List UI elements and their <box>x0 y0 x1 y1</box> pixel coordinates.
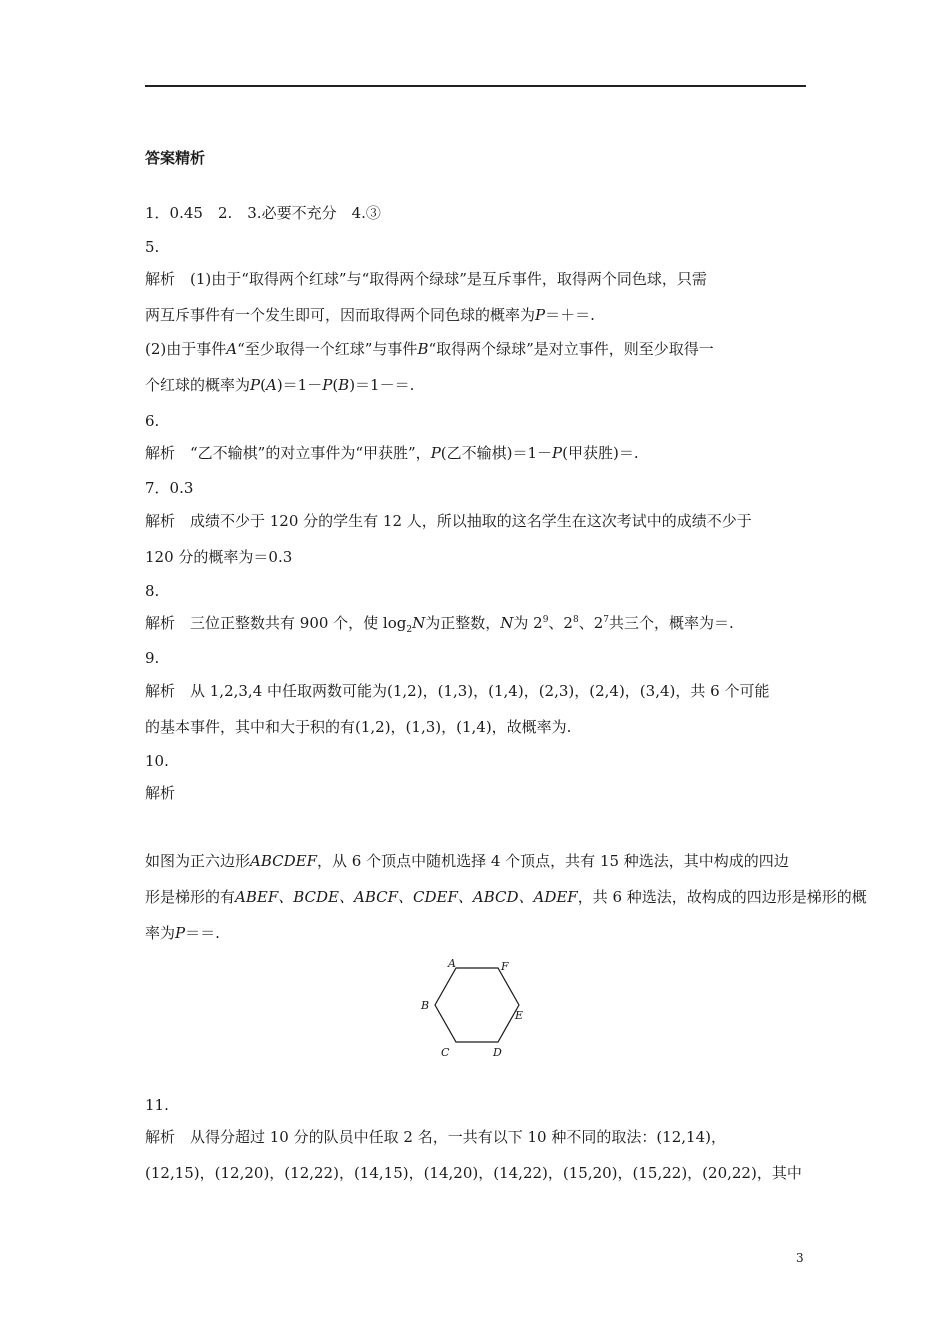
vertex-label-d: D <box>493 1046 502 1059</box>
answer-8-text: 解析 三位正整数共有 900 个，使 $\log_2N$为正整数，N为 $2^9$、$2^8$、$2^7$共三个，概率为＝. <box>145 614 734 635</box>
answer-11-text: (12,15)，(12,20)，(12,22)，(14,15)，(14,20)，(14,22)，(15,20)，(15,22)，(20,22)，其中 <box>145 1164 802 1182</box>
vertex-label-e: E <box>515 1009 524 1022</box>
answer-11-number: 11. <box>145 1096 169 1114</box>
hexagon-figure <box>415 955 535 1061</box>
answer-11-text: 解析 从得分超过 10 分的队员中任取 2 名，一共有以下 10 种不同的取法：(12,14)， <box>145 1128 726 1146</box>
answer-5-text: 个红球的概率为P(A)＝1－P(B)＝1－＝. <box>145 376 415 394</box>
answer-9-text: 解析 从 1,2,3,4 中任取两数可能为(1,2)，(1,3)，(1,4)，(2,3)，(2,4)，(3,4)，共 6 个可能 <box>145 682 770 700</box>
answer-5-number: 5. <box>145 238 160 256</box>
answer-5-text: (2)由于事件A“至少取得一个红球”与事件B“取得两个绿球”是对立事件，则至少取得一 <box>145 340 714 358</box>
answer-9-number: 9. <box>145 649 160 667</box>
answer-10-text: 如图为正六边形ABCDEF，从 6 个顶点中随机选择 4 个顶点，共有 15 种选法，其中构成的四边 <box>145 852 789 870</box>
page-number: 3 <box>796 1251 804 1265</box>
vertex-label-a: A <box>448 957 456 970</box>
answer-7-text: 解析 成绩不少于 120 分的学生有 12 人，所以抽取的这名学生在这次考试中的成绩不少于 <box>145 512 752 530</box>
answer-9-text: 的基本事件，其中和大于积的有(1,2)，(1,3)，(1,4)，故概率为. <box>145 718 572 736</box>
answer-6-text: 解析 “乙不输棋”的对立事件为“甲获胜”，P(乙不输棋)＝1－P(甲获胜)＝. <box>145 444 639 462</box>
answer-line-1-4: 1．0.45 2. 3.必要不充分 4.③ <box>145 204 381 222</box>
section-heading: 答案精析 <box>145 149 206 167</box>
answer-7-text: 120 分的概率为＝0.3 <box>145 548 293 566</box>
hexagon-shape <box>435 968 519 1042</box>
vertex-label-b: B <box>421 999 430 1012</box>
answer-5-text: 解析 (1)由于“取得两个红球”与“取得两个绿球”是互斥事件，取得两个同色球，只需 <box>145 270 707 288</box>
vertex-label-f: F <box>501 960 509 973</box>
answer-5-text: 两互斥事件有一个发生即可，因而取得两个同色球的概率为P＝＋＝. <box>145 306 595 324</box>
answer-6-number: 6. <box>145 412 160 430</box>
vertex-label-c: C <box>441 1046 450 1059</box>
answer-10-number: 10. <box>145 752 169 770</box>
answer-10-text: 率为P＝＝. <box>145 924 220 942</box>
answer-7-number: 7．0.3 <box>145 479 194 497</box>
answer-10-text: 形是梯形的有ABEF、BCDE、ABCF、CDEF、ABCD、ADEF，共 6 种选法，故构成的四边形是梯形的概 <box>145 888 867 906</box>
answer-10-label: 解析 <box>145 784 176 802</box>
answer-8-number: 8. <box>145 582 160 600</box>
header-rule <box>145 85 806 87</box>
